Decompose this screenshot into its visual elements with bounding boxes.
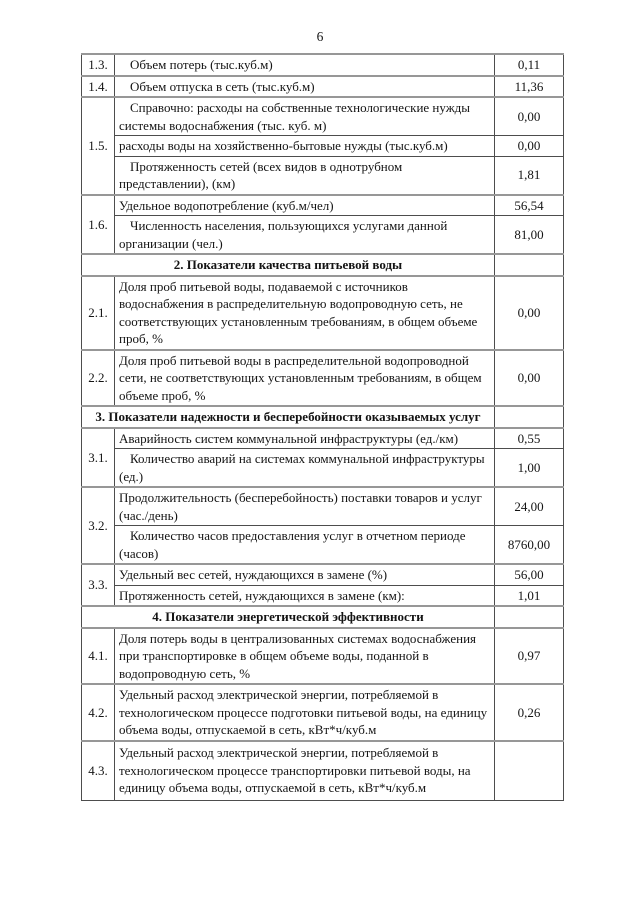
indicator-name-cell: расходы воды на хозяйственно-бытовые нужды (тыс.куб.м) [115, 136, 495, 157]
indicator-value-cell: 0,00 [495, 136, 564, 157]
indicator-name-cell: Объем отпуска в сеть (тыс.куб.м) [115, 76, 495, 98]
indicator-name-cell: Численность населения, пользующихся услугами данной организации (чел.) [115, 216, 495, 255]
table-row [82, 216, 564, 255]
indicator-value-cell: 1,81 [495, 156, 564, 195]
indicator-name-cell: Протяженность сетей, нуждающихся в замене (км): [115, 585, 495, 606]
indicator-value-cell: 0,00 [495, 350, 564, 407]
table-row [82, 136, 564, 157]
indicator-name-cell: Аварийность систем коммунальной инфраструктуры (ед./км) [115, 428, 495, 449]
table-row [82, 97, 564, 136]
table-row [82, 585, 564, 606]
table-row [82, 76, 564, 98]
row-number-cell: 3.1. [82, 428, 115, 488]
table-row [82, 628, 564, 685]
row-number-cell: 1.6. [82, 195, 115, 255]
indicator-value-cell: 1,01 [495, 585, 564, 606]
indicator-value-cell [495, 741, 564, 801]
indicator-name-cell: Объем потерь (тыс.куб.м) [115, 54, 495, 76]
row-number-cell: 2.2. [82, 350, 115, 407]
row-number-cell: 1.4. [82, 76, 115, 98]
section-header-row [82, 406, 564, 428]
table-row [82, 526, 564, 565]
row-number-cell: 3.2. [82, 487, 115, 564]
table-row [82, 276, 564, 350]
table-row [82, 54, 564, 76]
table-row [82, 350, 564, 407]
section-header-cell: 3. Показатели надежности и бесперебойности оказываемых услуг [82, 406, 495, 428]
indicator-name-cell: Удельное водопотребление (куб.м/чел) [115, 195, 495, 216]
row-number-cell: 3.3. [82, 564, 115, 606]
indicator-name-cell: Доля проб питьевой воды, подаваемой с источников водоснабжения в распределительную водопроводную сеть, не соответствующих установленным требованиям, в общем объеме проб, % [115, 276, 495, 350]
indicator-name-cell: Удельный расход электрической энергии, потребляемой в технологическом процессе подготовки питьевой воды, на единицу объема воды, отпускаемой в сеть, кВт*ч/куб.м [115, 684, 495, 741]
indicator-name-cell: Доля потерь воды в централизованных системах водоснабжения при транспортировке в общем объеме воды, поданной в водопроводную сеть, % [115, 628, 495, 685]
indicators-table [81, 53, 564, 801]
indicator-value-cell: 24,00 [495, 487, 564, 526]
table-row [82, 449, 564, 488]
table-row [82, 195, 564, 216]
page-number: 6 [316, 29, 324, 44]
indicator-name-cell: Справочно: расходы на собственные технологические нужды системы водоснабжения (тыс. куб. м) [115, 97, 495, 136]
indicator-value-cell: 0,55 [495, 428, 564, 449]
section-header-value-cell [495, 606, 564, 628]
table-row [82, 428, 564, 449]
indicator-value-cell: 8760,00 [495, 526, 564, 565]
section-header-row [82, 254, 564, 276]
section-header-cell: 2. Показатели качества питьевой воды [82, 254, 495, 276]
section-header-cell: 4. Показатели энергетической эффективности [82, 606, 495, 628]
indicator-value-cell: 0,00 [495, 276, 564, 350]
indicator-value-cell: 0,11 [495, 54, 564, 76]
indicator-value-cell: 81,00 [495, 216, 564, 255]
indicator-value-cell: 11,36 [495, 76, 564, 98]
indicator-value-cell: 0,97 [495, 628, 564, 685]
table-row [82, 564, 564, 585]
indicator-name-cell: Продолжительность (бесперебойность) поставки товаров и услуг (час./день) [115, 487, 495, 526]
indicator-name-cell: Доля проб питьевой воды в распределительной водопроводной сети, не соответствующих установленным требованиям, в общем объеме проб, % [115, 350, 495, 407]
section-header-row [82, 606, 564, 628]
section-header-value-cell [495, 406, 564, 428]
table-row [82, 156, 564, 195]
indicator-value-cell: 1,00 [495, 449, 564, 488]
section-header-value-cell [495, 254, 564, 276]
row-number-cell: 4.2. [82, 684, 115, 741]
indicator-name-cell: Удельный расход электрической энергии, потребляемой в технологическом процессе транспортировки питьевой воды, на единицу объема воды, отпускаемой в сеть, кВт*ч/куб.м [115, 741, 495, 801]
indicator-value-cell: 0,26 [495, 684, 564, 741]
indicator-value-cell: 56,54 [495, 195, 564, 216]
indicator-name-cell: Количество часов предоставления услуг в отчетном периоде (часов) [115, 526, 495, 565]
indicator-name-cell: Протяженность сетей (всех видов в однотрубном представлении), (км) [115, 156, 495, 195]
row-number-cell: 1.3. [82, 54, 115, 76]
indicator-name-cell: Удельный вес сетей, нуждающихся в замене (%) [115, 564, 495, 585]
row-number-cell: 1.5. [82, 97, 115, 195]
row-number-cell: 4.3. [82, 741, 115, 801]
row-number-cell: 2.1. [82, 276, 115, 350]
table-row [82, 684, 564, 741]
indicator-value-cell: 0,00 [495, 97, 564, 136]
table-row [82, 741, 564, 801]
indicator-name-cell: Количество аварий на системах коммунальной инфраструктуры (ед.) [115, 449, 495, 488]
row-number-cell: 4.1. [82, 628, 115, 685]
table-row [82, 487, 564, 526]
indicator-value-cell: 56,00 [495, 564, 564, 585]
